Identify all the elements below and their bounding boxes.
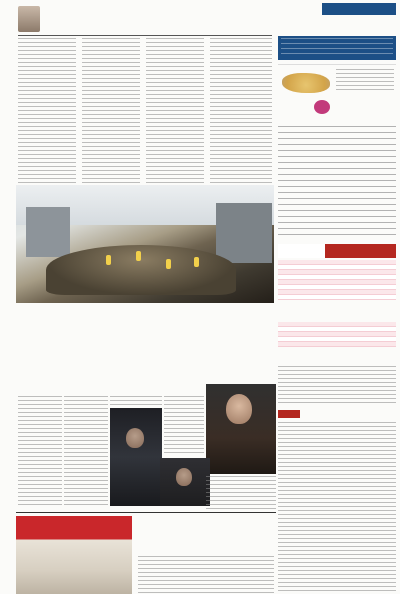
right-sidebar bbox=[278, 0, 396, 594]
story-text-2 bbox=[64, 396, 108, 508]
columnist-byline bbox=[18, 6, 84, 34]
story-text-5 bbox=[206, 476, 276, 512]
pharmacy-panel bbox=[278, 408, 396, 594]
column-text-3 bbox=[146, 38, 204, 184]
weather-panel bbox=[278, 64, 396, 94]
gold-price-table bbox=[278, 260, 396, 320]
story-text-1 bbox=[18, 396, 62, 508]
collapse-site-photo bbox=[16, 185, 274, 303]
story-text-3 bbox=[110, 396, 162, 406]
currency-table bbox=[278, 322, 396, 362]
tv42-logo bbox=[314, 100, 330, 114]
contact-info bbox=[278, 366, 396, 406]
rescue-team-photo bbox=[160, 458, 210, 506]
night-rescue-photo bbox=[110, 408, 162, 506]
torku-factory-photo bbox=[16, 516, 132, 594]
story-divider bbox=[16, 512, 276, 513]
bottom-story-text bbox=[138, 556, 274, 594]
column-text-2 bbox=[82, 38, 140, 184]
column-text-4 bbox=[210, 38, 272, 184]
weather-map bbox=[282, 73, 330, 93]
interview-photo bbox=[206, 384, 276, 474]
pharmacy-list bbox=[278, 422, 396, 592]
saraf-header bbox=[278, 244, 396, 258]
columnist-photo bbox=[18, 6, 40, 32]
prayer-date bbox=[278, 18, 396, 34]
column-text-1 bbox=[18, 38, 76, 184]
prayer-times-table bbox=[278, 36, 396, 60]
pharmacy-logo bbox=[278, 410, 300, 418]
story-text-4 bbox=[164, 396, 204, 456]
tv-schedule-list bbox=[278, 126, 396, 238]
column-divider bbox=[18, 35, 272, 36]
weather-city-list bbox=[336, 69, 394, 93]
prayer-times-header bbox=[322, 3, 396, 15]
